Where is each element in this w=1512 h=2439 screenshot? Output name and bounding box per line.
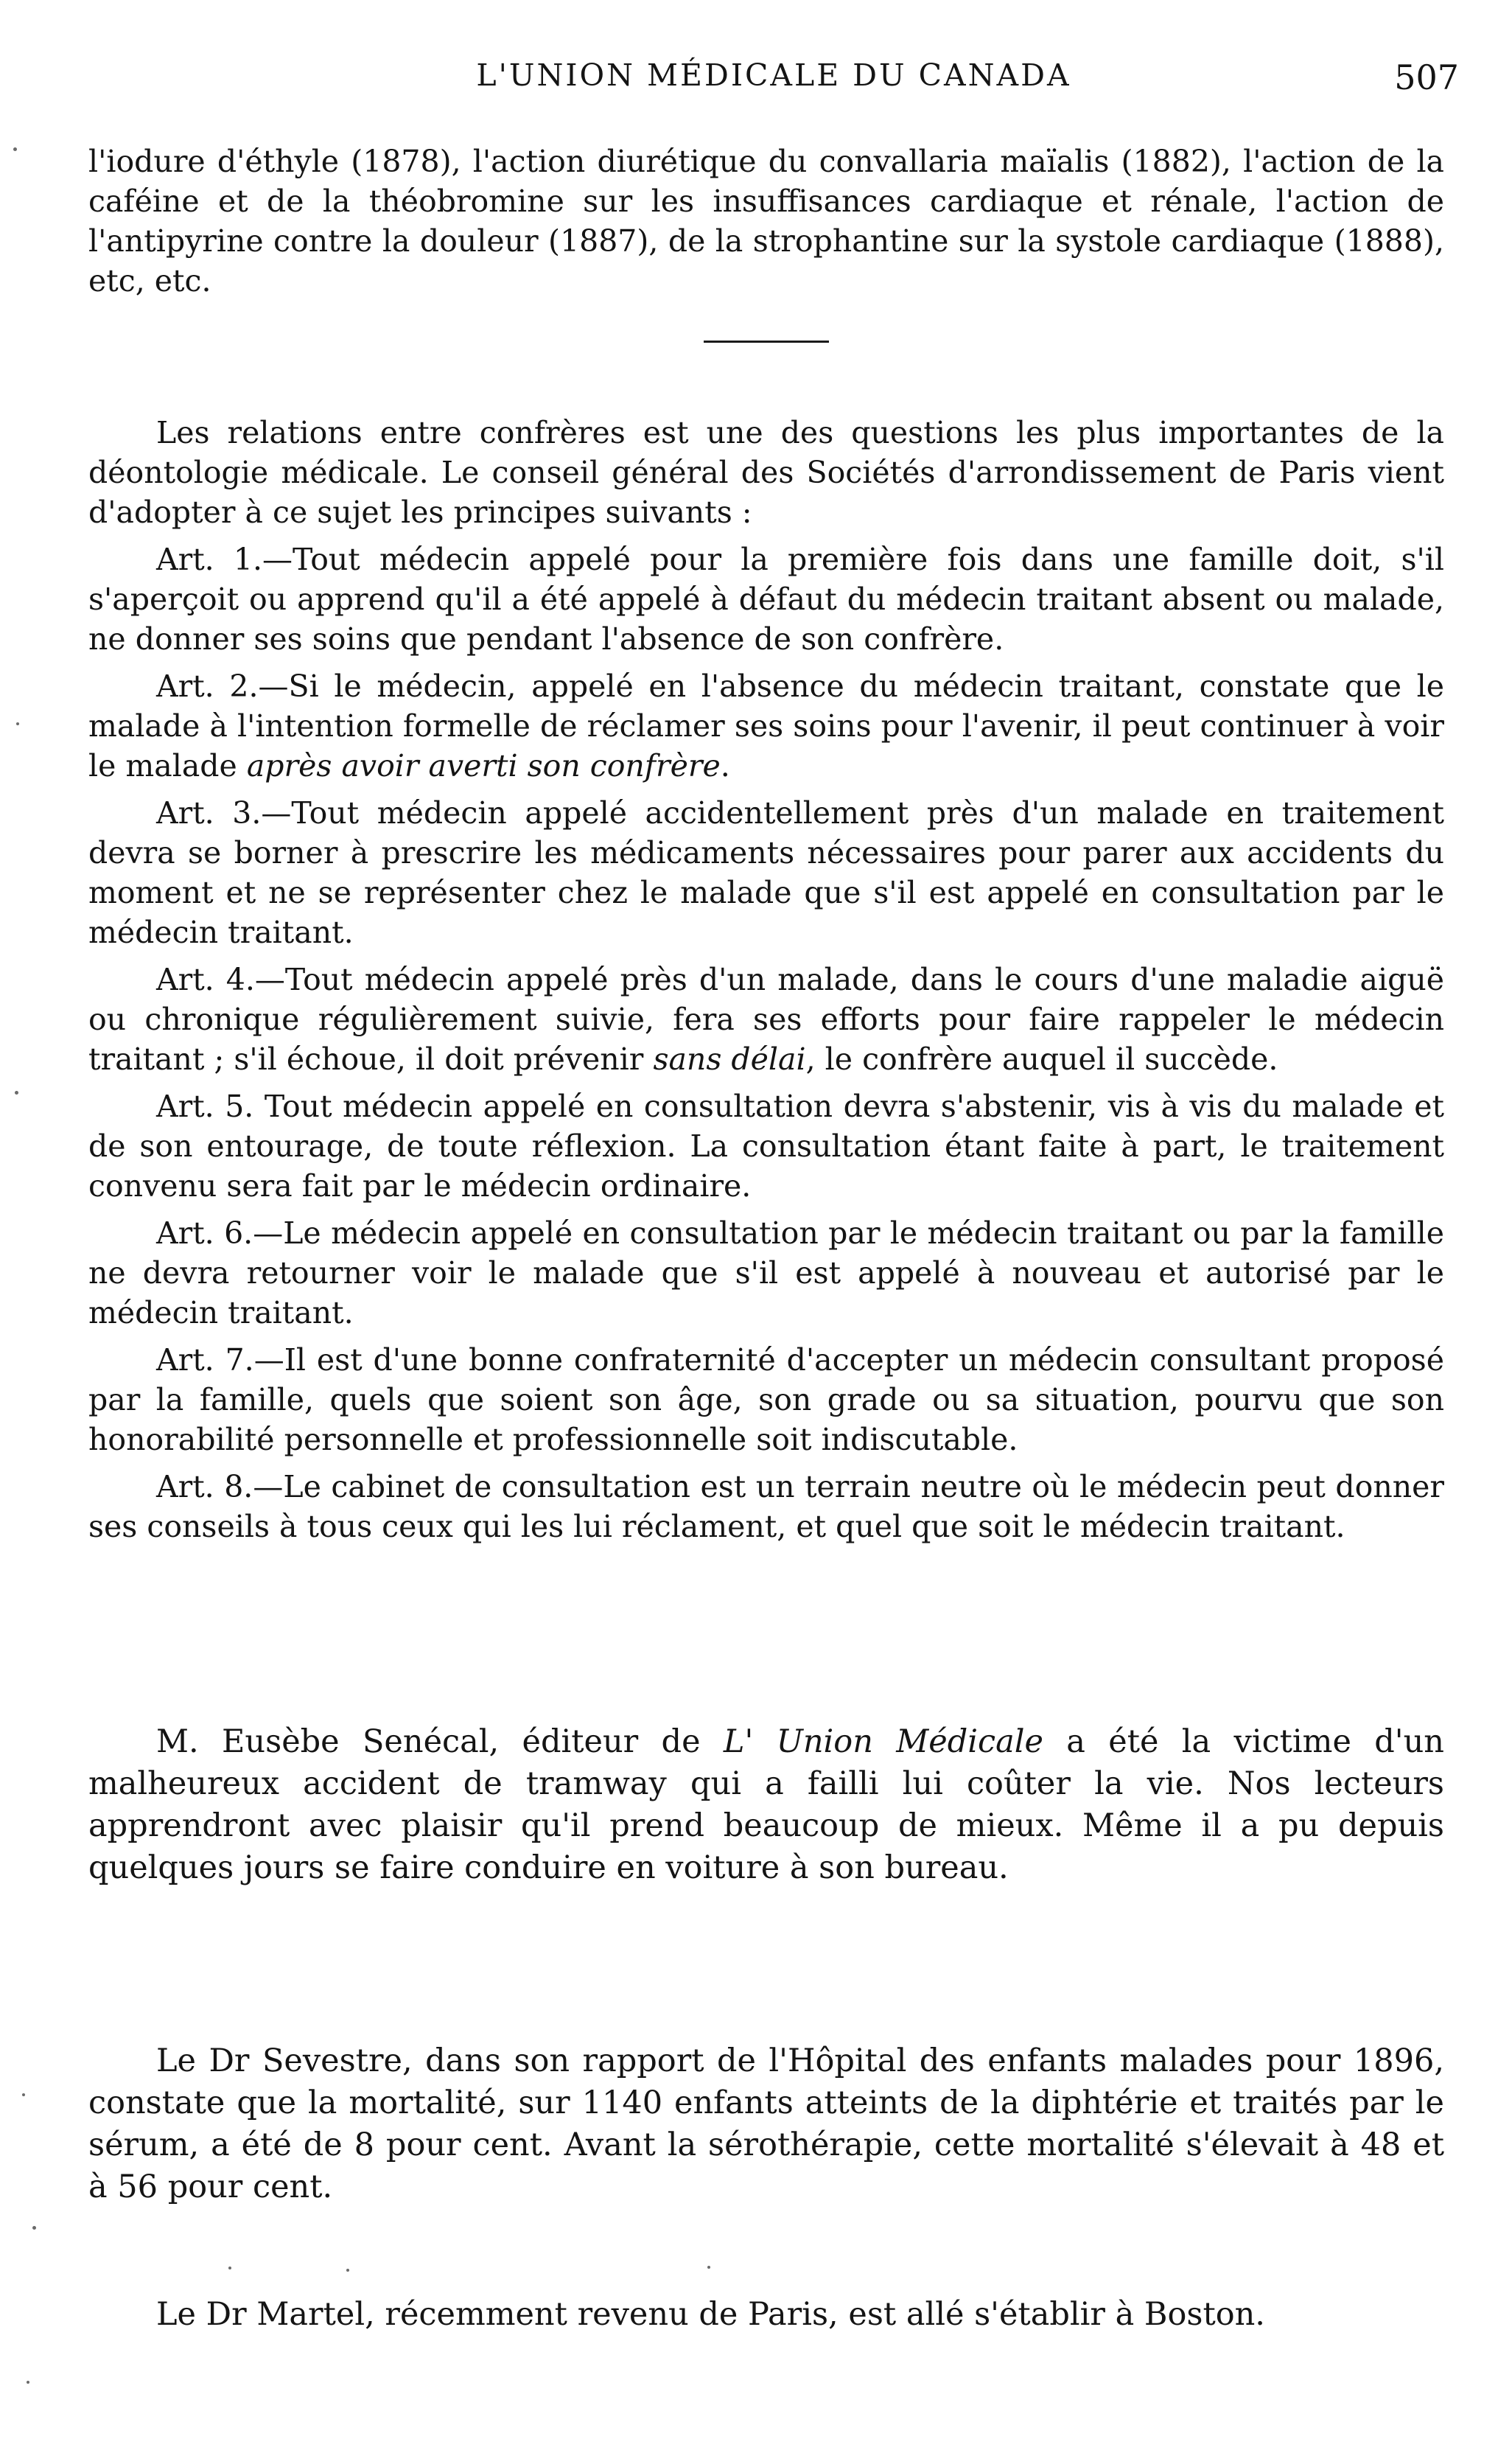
article-5 (88, 1086, 1444, 1206)
scan-speck (27, 2381, 29, 2384)
article-4-emphasis: sans délai (653, 1041, 806, 1077)
article-7-text: Art. 7.—Il est d'une bonne confraternité d'accepter un médecin consultant proposé par la famille, quels que soient son âge, son grade ou sa situation, pourvu que son honorabilité personnelle et professionnelle soit indiscutable. (88, 1342, 1444, 1457)
news-senecal-paragraph (88, 1721, 1444, 1889)
article-8 (88, 1467, 1444, 1546)
journal-title-emphasis: L' Union Médicale (723, 1723, 1043, 1760)
scan-speck (707, 2266, 710, 2269)
intro-paragraph-block (88, 142, 1444, 301)
article-7 (88, 1340, 1444, 1459)
intro-paragraph: l'iodure d'éthyle (1878), l'action diurétique du convallaria maïalis (1882), l'action de la caféine et de la théobromine sur les insuffisances cardiaque et rénale, l'action de l'antipyrine contre la douleur (1887), de la strophantine sur la systole cardiaque (1888), etc, etc. (88, 144, 1444, 299)
scan-speck (22, 2093, 25, 2096)
article-1 (88, 540, 1444, 659)
article-6-text: Art. 6.—Le médecin appelé en consultation par le médecin traitant ou par la famille ne devra retourner voir le malade que s'il est appelé à nouveau et autorisé par le médecin traitant. (88, 1215, 1444, 1330)
deontology-intro: Les relations entre confrères est une des questions les plus importantes de la déontologie médicale. Le conseil général des Sociétés d'arrondissement de Paris vient d'adopter à ce sujet les principes suivants : (88, 415, 1444, 530)
article-6 (88, 1213, 1444, 1333)
article-3-text: Art. 3.—Tout médecin appelé accidentellement près d'un malade en traitement devra se borner à prescrire les médicaments nécessaires pour parer aux accidents du moment et ne se représenter chez le malade que s'il est appelé en consultation par le médecin traitant. (88, 795, 1444, 950)
running-title: L'UNION MÉDICALE DU CANADA (476, 57, 1071, 93)
article-1-text: Art. 1.—Tout médecin appelé pour la première fois dans une famille doit, s'il s'aperçoit ou apprend qu'il a été appelé à défaut du médecin traitant absent ou malade, ne donner ses soins que pendant l'absence de son confrère. (88, 542, 1444, 657)
article-2-end: . (720, 748, 730, 784)
page-header (88, 57, 1459, 102)
deontology-section (88, 413, 1444, 1546)
scan-speck (13, 147, 17, 151)
scan-speck (15, 1091, 18, 1095)
news-martel-paragraph: Le Dr Martel, récemment revenu de Paris, est allé s'établir à Boston. (156, 2296, 1265, 2333)
article-4 (88, 960, 1444, 1079)
article-2 (88, 666, 1444, 786)
article-4-text: Art. 4.—Tout médecin appelé près d'un malade, dans le cours d'une maladie aiguë ou chronique régulièrement suivie, fera ses efforts pour faire rappeler le médecin traitant ; s'il échoue, il doit prévenir (88, 962, 1444, 1077)
news-sevestre-paragraph: Le Dr Sevestre, dans son rapport de l'Hôpital des enfants malades pour 1896, constate que la mortalité, sur 1140 enfants atteints de la diphtérie et traités par le sérum, a été de 8 pour cent. Avant la sérothérapie, cette mortalité s'élevait à 48 et à 56 pour cent. (88, 2042, 1444, 2205)
scan-speck (228, 2267, 231, 2269)
news-sevestre (88, 2040, 1444, 2208)
section-separator (704, 341, 829, 343)
article-2-text: Art. 2.—Si le médecin, appelé en l'absence du médecin traitant, constate que le malade à l'intention formelle de réclamer ses soins pour l'avenir, il peut continuer à voir le malade (88, 669, 1444, 784)
article-8-text: Art. 8.—Le cabinet de consultation est un terrain neutre où le médecin peut donner ses conseils à tous ceux qui les lui réclament, et quel que soit le médecin traitant. (88, 1469, 1444, 1544)
news-senecal (88, 1721, 1444, 1889)
article-4-end: , le confrère auquel il succède. (805, 1041, 1278, 1077)
news-martel (88, 2294, 1444, 2336)
page-number: 507 (1394, 57, 1459, 97)
scan-speck (32, 2226, 36, 2230)
article-3 (88, 793, 1444, 952)
scan-speck (346, 2269, 349, 2272)
scan-speck (16, 722, 19, 725)
news-senecal-rest: a été la victime d'un malheureux accident de tramway qui a failli lui coûter la vie. Nos lecteurs apprendront avec plaisir qu'il prend beaucoup de mieux. Même il a pu depuis quelques jours se faire conduire en voiture à son bureau. (88, 1723, 1444, 1886)
article-2-emphasis: après avoir averti son confrère (246, 748, 721, 784)
news-senecal-start: M. Eusèbe Senécal, éditeur de (156, 1723, 724, 1760)
article-5-text: Art. 5. Tout médecin appelé en consultation devra s'abstenir, vis à vis du malade et de son entourage, de toute réflexion. La consultation étant faite à part, le traitement convenu sera fait par le médecin ordinaire. (88, 1089, 1444, 1204)
